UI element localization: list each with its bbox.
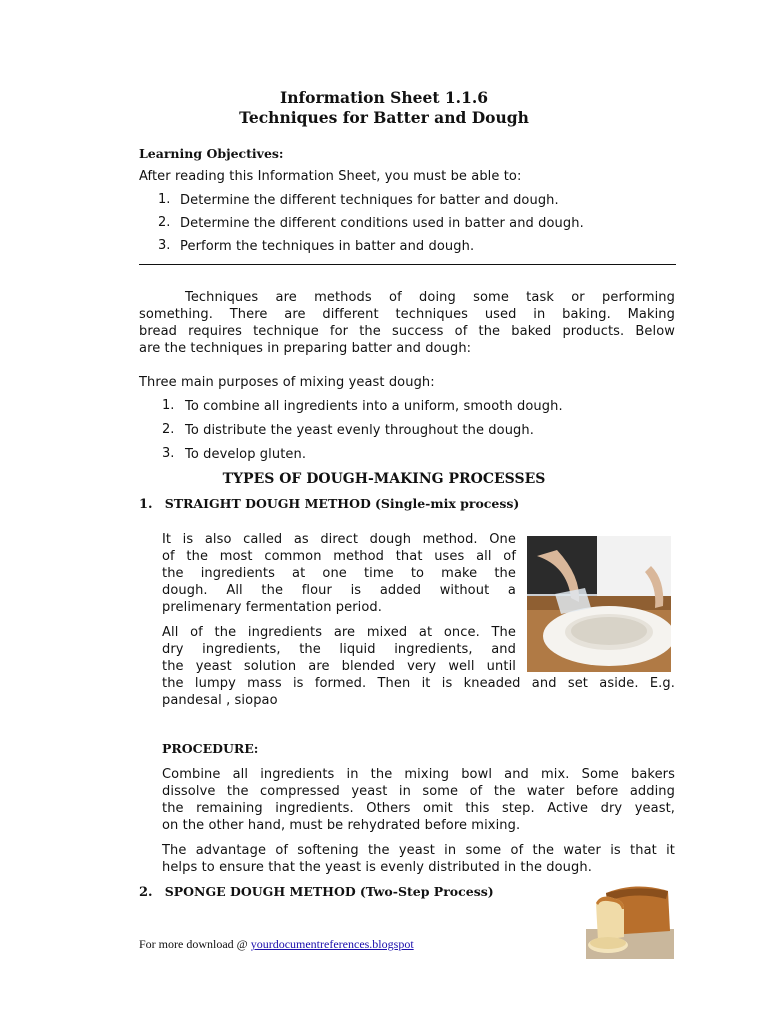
objectives-intro: After reading this Information Sheet, you must be able to:	[139, 169, 522, 184]
list-number: 3.	[158, 238, 171, 253]
section-divider	[139, 264, 676, 265]
objective-item: Determine the different techniques for batter and dough.	[180, 193, 559, 208]
list-number: 2.	[158, 215, 171, 230]
procedure-heading: PROCEDURE:	[162, 741, 259, 756]
paragraph-line: All of the ingredients are mixed at once. The	[162, 625, 516, 640]
section-subtitle: (Two-Step Process)	[359, 884, 494, 899]
paragraph-line: the remaining ingredients. Others omit this step. Active dry yeast,	[162, 801, 675, 816]
list-number: 1.	[158, 192, 171, 207]
paragraph-line: prelimenary fermentation period.	[162, 600, 383, 615]
procedure-paragraph-1	[162, 766, 675, 834]
purpose-item: To develop gluten.	[185, 447, 307, 462]
paragraph-line: the lumpy mass is formed. Then it is kneaded and set aside. E.g.	[162, 676, 675, 691]
section1-heading	[139, 496, 519, 512]
bread-loaf-photo	[586, 879, 674, 959]
flour-well-illustration	[527, 536, 671, 672]
paragraph-line: are the techniques in preparing batter and dough:	[139, 341, 472, 356]
paragraph-line: The advantage of softening the yeast in some of the water is that it	[162, 843, 675, 858]
paragraph-line: Combine all ingredients in the mixing bowl and mix. Some bakers	[162, 767, 675, 782]
types-heading: TYPES OF DOUGH-MAKING PROCESSES	[222, 471, 546, 487]
paragraph-line: the ingredients at one time to make the	[162, 566, 516, 581]
flour-well-photo	[527, 536, 671, 672]
bread-loaf-illustration	[586, 879, 674, 959]
section2-heading	[139, 884, 494, 900]
objective-item: Perform the techniques in batter and dough.	[180, 239, 475, 254]
paragraph-line: dissolve the compressed yeast in some of the water before adding	[162, 784, 675, 799]
list-number: 3.	[162, 446, 175, 461]
paragraph-line: Techniques are methods of doing some task or performing	[185, 290, 675, 305]
sheet-number-title: Information Sheet 1.1.6	[279, 88, 489, 107]
paragraph-line: something. There are different techniques used in baking. Making	[139, 307, 675, 322]
paragraph-line: pandesal , siopao	[162, 693, 278, 708]
paragraph-line: dry ingredients, the liquid ingredients, and	[162, 642, 516, 657]
paragraph-line: It is also called as direct dough method. One	[162, 532, 516, 547]
paragraph-line: bread requires technique for the success of the baked products. Below	[139, 324, 675, 339]
footer-blog-link[interactable]: yourdocumentreferences.blogspot	[250, 937, 414, 951]
section-subtitle: (Single-mix process)	[374, 496, 520, 511]
paragraph-line: the yeast solution are blended very well until	[162, 659, 516, 674]
section-number: 2.	[139, 885, 153, 900]
list-number: 2.	[162, 422, 175, 437]
purpose-item: To distribute the yeast evenly throughout the dough.	[185, 423, 534, 438]
section-title: STRAIGHT DOUGH METHOD	[164, 496, 371, 511]
footer-prefix: For more download @	[139, 937, 251, 951]
section-number: 1.	[139, 497, 153, 512]
objective-item: Determine the different conditions used in batter and dough.	[180, 216, 584, 231]
paragraph-line: dough. All the flour is added without a	[162, 583, 516, 598]
list-number: 1.	[162, 398, 175, 413]
paragraph-line: of the most common method that uses all of	[162, 549, 516, 564]
footer-note	[139, 937, 414, 952]
intro-paragraph	[139, 289, 675, 357]
section-title: SPONGE DOUGH METHOD	[164, 884, 356, 899]
procedure-paragraph-2	[162, 842, 675, 876]
sheet-main-title: Techniques for Batter and Dough	[239, 108, 529, 127]
paragraph-line: on the other hand, must be rehydrated before mixing.	[162, 818, 521, 833]
purposes-heading: Three main purposes of mixing yeast dough:	[139, 375, 435, 390]
paragraph-line: helps to ensure that the yeast is evenly distributed in the dough.	[162, 860, 592, 875]
straight-dough-paragraph-1	[162, 531, 516, 616]
objectives-heading: Learning Objectives:	[139, 146, 284, 161]
purpose-item: To combine all ingredients into a uniform, smooth dough.	[185, 399, 563, 414]
